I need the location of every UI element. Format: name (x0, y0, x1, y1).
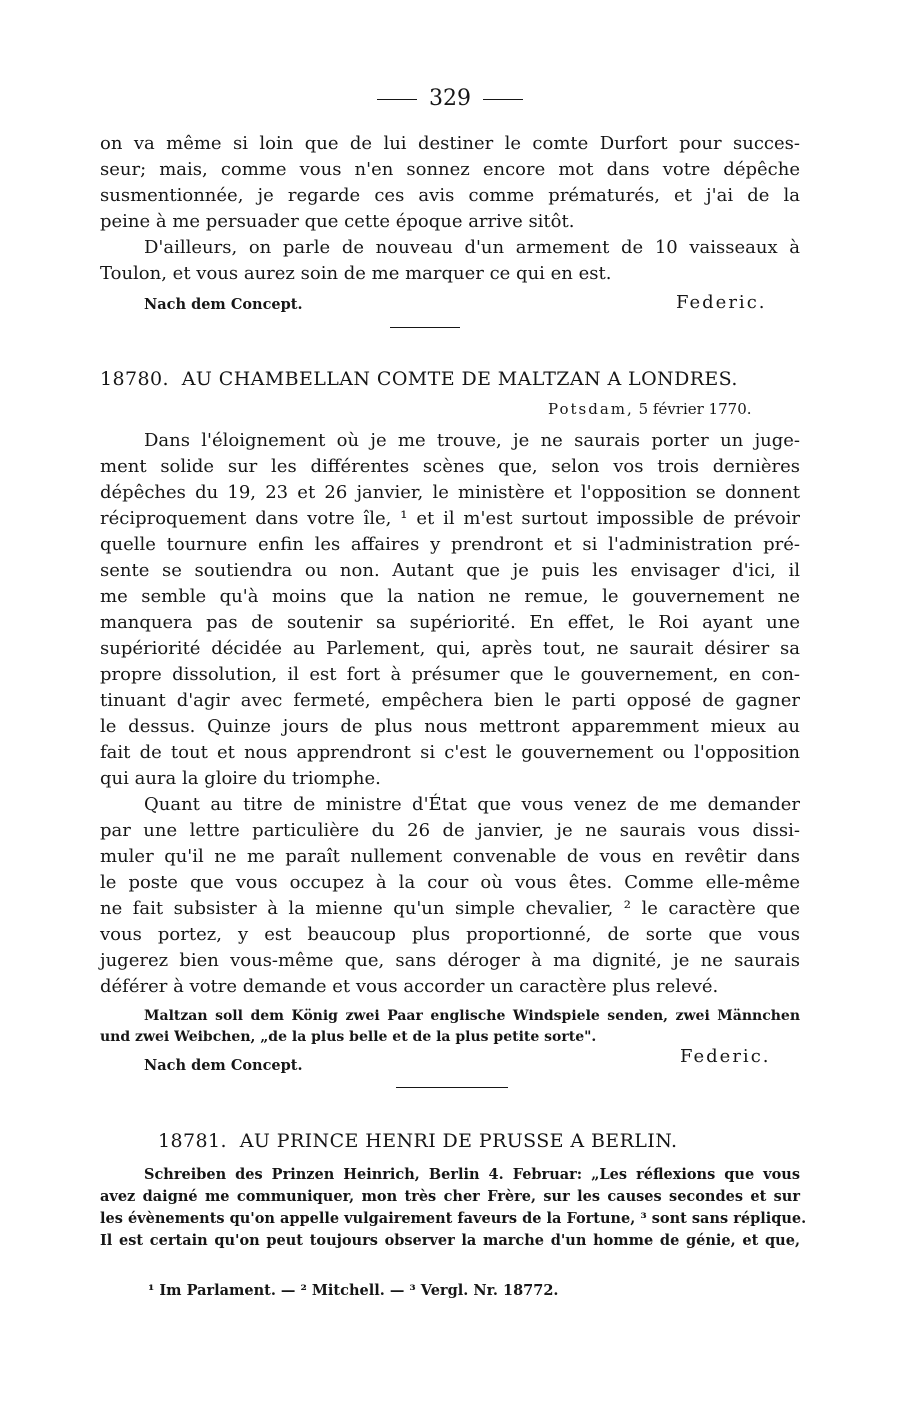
text-line: ment solide sur les différentes scènes que, selon vos trois dernières (100, 456, 800, 477)
source-note: Nach dem Concept. (144, 1057, 303, 1074)
letter-number: 18780. (100, 368, 169, 390)
letter-number: 18781. (158, 1130, 227, 1152)
text-line: peine à me persuader que cette époque arrive sitôt. (100, 211, 575, 232)
text-line: dépêches du 19, 23 et 26 janvier, le ministère et l'opposition se donnent (100, 482, 800, 503)
continuation-paragraph (100, 131, 800, 235)
letter-title: AU PRINCE HENRI DE PRUSSE A BERLIN. (239, 1130, 678, 1152)
page-number: 329 (429, 86, 471, 111)
section-divider (396, 1087, 508, 1088)
letter-date: 5 février 1770. (638, 400, 752, 418)
text-line: seur; mais, comme vous n'en sonnez encore mot dans votre dépêche (100, 159, 800, 180)
text-line: und zwei Weibchen, „de la plus belle et de la plus petite sorte". (100, 1029, 597, 1045)
text-line: Maltzan soll dem König zwei Paar englische Windspiele senden, zwei Männchen (144, 1008, 800, 1024)
text-line: par une lettre particulière du 26 de janvier, je ne saurais vous dissi- (100, 820, 800, 841)
letter-dateline (548, 400, 752, 418)
letter-paragraph-2 (100, 792, 800, 1000)
text-line: D'ailleurs, on parle de nouveau d'un armement de 10 vaisseaux à (144, 237, 800, 258)
letter-title: AU CHAMBELLAN COMTE DE MALTZAN A LONDRES. (181, 368, 738, 390)
text-line: Dans l'éloignement où je me trouve, je ne saurais porter un juge- (144, 430, 800, 451)
text-line: susmentionnée, je regarde ces avis comme prématurés, et j'ai de la (100, 185, 800, 206)
signature: Federic. (676, 292, 767, 313)
letter-heading (158, 1130, 858, 1152)
text-line: supériorité décidée au Parlement, qui, après tout, ne saurait désirer sa (100, 638, 800, 659)
text-line: muler qu'il ne me paraît nullement convenable de vous en revêtir dans (100, 846, 800, 867)
letter-intro (100, 1164, 807, 1252)
text-line: Il est certain qu'on peut toujours observer la marche d'un homme de génie, et que, (100, 1232, 800, 1249)
text-line: quelle tournure enfin les affaires y prendront et si l'administration pré- (100, 534, 800, 555)
text-line: me semble qu'à moins que la nation ne remue, le gouvernement ne (100, 586, 800, 607)
text-line: on va même si loin que de lui destiner le comte Durfort pour succes- (100, 133, 800, 154)
letter-paragraph-1 (100, 428, 800, 792)
text-line: tinuant d'agir avec fermeté, empêchera bien le parti opposé de gagner (100, 690, 800, 711)
footnotes: ¹ Im Parlament. — ² Mitchell. — ³ Vergl. Nr. 18772. (148, 1282, 559, 1299)
signature: Federic. (680, 1046, 771, 1067)
text-line: le poste que vous occupez à la cour où vous êtes. Comme elle-même (100, 872, 800, 893)
text-line: vous portez, y est beaucoup plus proportionné, de sorte que vous (100, 924, 800, 945)
text-line: avez daigné me communiquer, mon très cher Frère, sur les causes secondes et sur (100, 1188, 800, 1205)
text-line: le dessus. Quinze jours de plus nous mettront apparemment mieux au (100, 716, 800, 737)
text-line: ne fait subsister à la mienne qu'un simple chevalier, ² le caractère que (100, 898, 800, 919)
text-line: manquera pas de soutenir sa supériorité. En effet, le Roi ayant une (100, 612, 800, 633)
text-line: les évènements qu'on appelle vulgairement faveurs de la Fortune, ³ sont sans réplique. (100, 1210, 807, 1227)
text-line: réciproquement dans votre île, ¹ et il m'est surtout impossible de prévoir (100, 508, 800, 529)
text-line: Toulon, et vous aurez soin de me marquer ce qui en est. (100, 263, 612, 284)
text-line: Schreiben des Prinzen Heinrich, Berlin 4. Februar: „Les réflexions que vous (144, 1166, 800, 1183)
editorial-note (100, 1006, 800, 1048)
letter-heading (100, 368, 800, 390)
text-line: Quant au titre de ministre d'État que vous venez de me demander (144, 794, 800, 815)
text-line: jugerez bien vous-même que, sans déroger à ma dignité, je ne saurais (100, 950, 800, 971)
header-dash-left (377, 99, 417, 100)
section-divider (390, 327, 460, 328)
text-line: sente se soutiendra ou non. Autant que je puis les envisager d'ici, il (100, 560, 800, 581)
text-line: déférer à votre demande et vous accorder un caractère plus relevé. (100, 976, 719, 997)
header-dash-right (483, 99, 523, 100)
continuation-paragraph-2 (100, 235, 800, 287)
source-note: Nach dem Concept. (144, 296, 303, 313)
letter-place: Potsdam, (548, 400, 634, 418)
page-header (0, 86, 900, 111)
text-line: qui aura la gloire du triomphe. (100, 768, 381, 789)
text-line: propre dissolution, il est fort à présumer que le gouvernement, en con- (100, 664, 800, 685)
text-line: fait de tout et nous apprendront si c'est le gouvernement ou l'opposition (100, 742, 800, 763)
